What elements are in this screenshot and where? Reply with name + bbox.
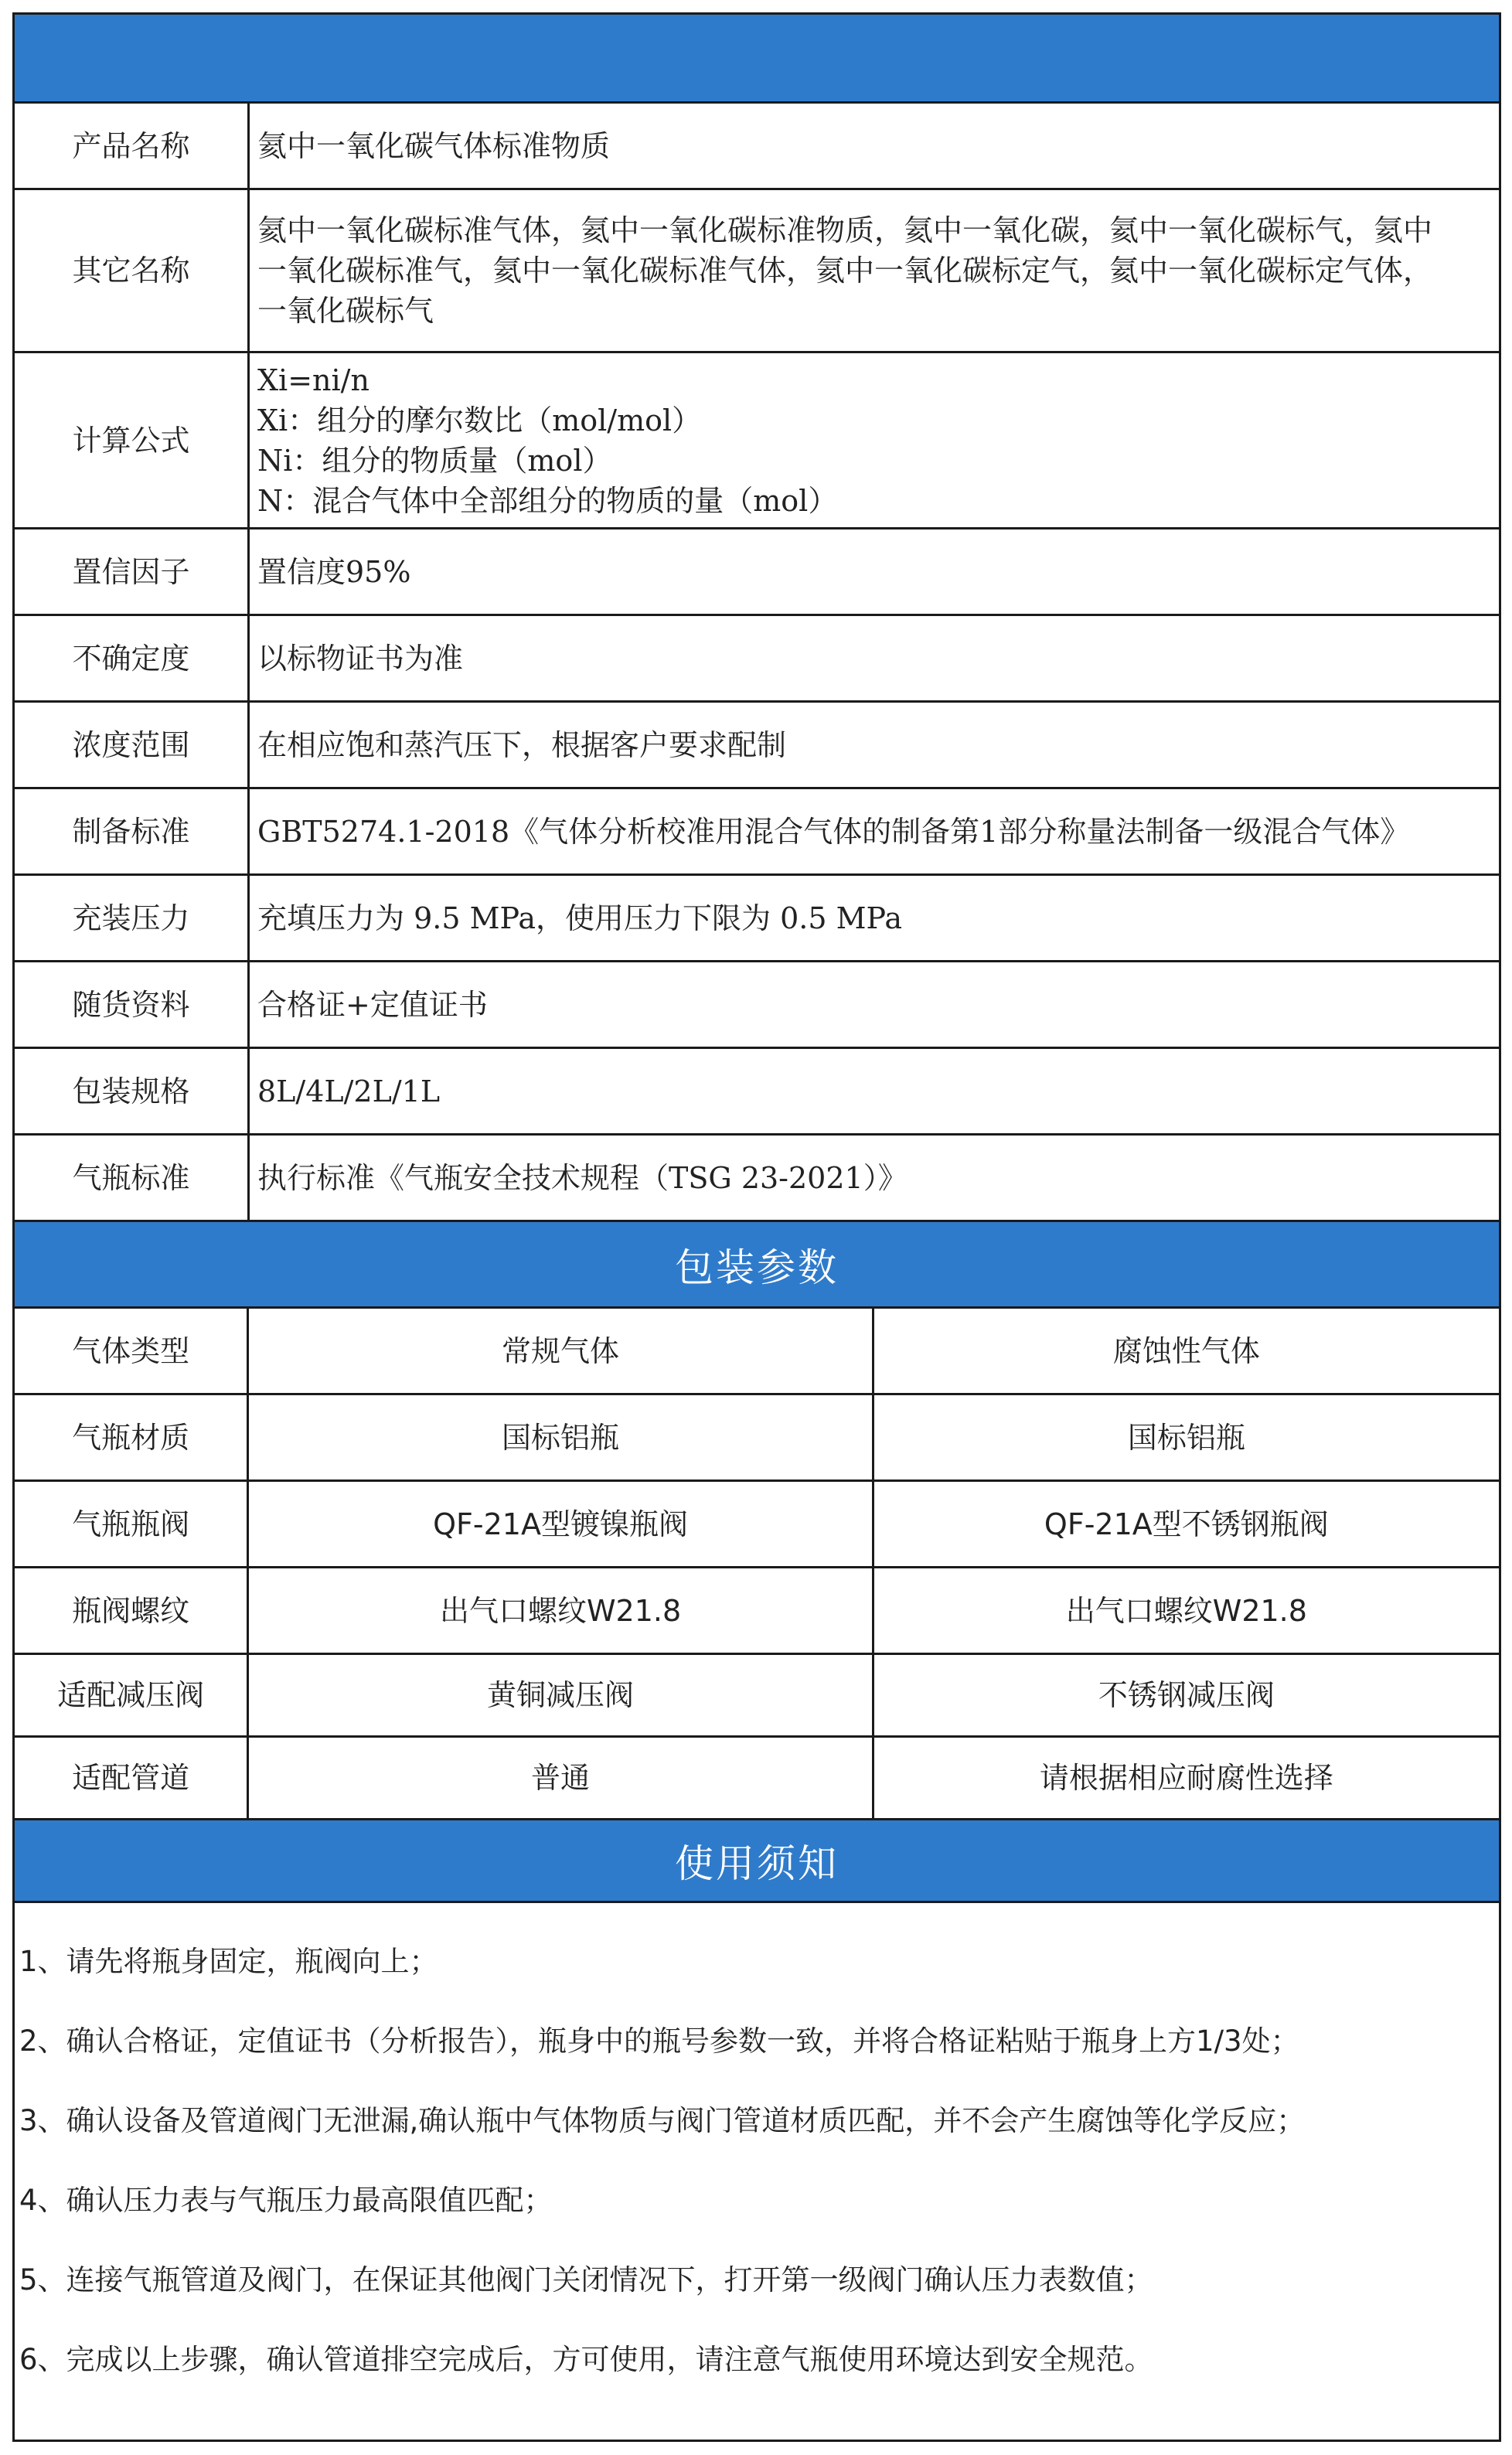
notice-title: 使用须知	[675, 1841, 839, 1886]
formula-line: Ni：组分的物质量（mol）	[257, 443, 612, 478]
formula-line: Xi=ni/n	[257, 363, 369, 397]
notice-item: 5、连接气瓶管道及阀门，在保证其他阀门关闭情况下，打开第一级阀门确认压力表数值；	[19, 2263, 1153, 2297]
packaging-value-regular: 出气口螺纹W21.8	[249, 1568, 873, 1653]
packaging-title: 包装参数	[675, 1245, 839, 1290]
spec-value: 8L/4L/2L/1L	[257, 1074, 441, 1108]
packaging-value-corrosive: 不锈钢减压阀	[1098, 1678, 1275, 1712]
spec-label: 产品名称	[15, 104, 250, 188]
packaging-value-corrosive: 国标铝瓶	[1127, 1420, 1245, 1455]
packaging-row-regulator	[15, 1655, 1499, 1738]
spec-value: 氦中一氧化碳气体标准物质	[257, 128, 611, 163]
spec-label: 气瓶标准	[15, 1136, 250, 1220]
spec-row-confidence	[15, 529, 1499, 616]
notice-item: 4、确认压力表与气瓶压力最高限值匹配；	[19, 2184, 553, 2217]
spec-label: 置信因子	[15, 529, 250, 614]
formula-line: N：混合气体中全部组分的物质的量（mol）	[257, 483, 838, 518]
packaging-row-valve	[15, 1482, 1499, 1568]
spec-value-line: 一氧化碳标气	[257, 294, 434, 328]
packaging-row-thread	[15, 1568, 1499, 1655]
notice-item: 1、请先将瓶身固定，瓶阀向上；	[19, 1945, 438, 1978]
spec-row-product-name	[15, 104, 1499, 190]
packaging-value-regular: 常规气体	[249, 1309, 873, 1393]
packaging-label: 气瓶瓶阀	[15, 1482, 249, 1566]
packaging-value-regular: 国标铝瓶	[249, 1395, 873, 1479]
spec-label: 制备标准	[15, 789, 250, 873]
spec-label: 充装压力	[15, 876, 250, 960]
packaging-value-regular: 普通	[249, 1738, 873, 1818]
spec-value: GBT5274.1-2018《气体分析校准用混合气体的制备第1部分称量法制备一级混合气体》	[257, 814, 1410, 849]
spec-value: 以标物证书为准	[257, 641, 464, 676]
spec-row-pressure	[15, 876, 1499, 962]
packaging-value-corrosive: 出气口螺纹W21.8	[1065, 1593, 1307, 1628]
spec-value: 合格证+定值证书	[257, 987, 488, 1022]
spec-label: 随货资料	[15, 962, 250, 1047]
notice-item: 3、确认设备及管道阀门无泄漏,确认瓶中气体物质与阀门管道材质匹配，并不会产生腐蚀等化学反应；	[19, 2104, 1306, 2137]
packaging-value-regular: QF-21A型镀镍瓶阀	[249, 1482, 873, 1566]
packaging-value-corrosive: 请根据相应耐腐性选择	[1039, 1761, 1333, 1795]
notice-header	[15, 1820, 1499, 1903]
notice-list	[15, 1903, 1499, 2421]
spec-row-standard	[15, 789, 1499, 876]
notice-item: 2、确认合格证，定值证书（分析报告），瓶身中的瓶号参数一致，并将合格证粘贴于瓶身上方1/3处；	[19, 2024, 1299, 2058]
spec-value: 执行标准《气瓶安全技术规程（TSG 23-2021）》	[257, 1160, 908, 1195]
notice-item: 6、完成以上步骤，确认管道排空完成后，方可使用，请注意气瓶使用环境达到安全规范。	[19, 2343, 1153, 2376]
spec-label: 其它名称	[15, 190, 250, 351]
packaging-row-gas-type	[15, 1309, 1499, 1395]
header-bar	[15, 15, 1499, 104]
packaging-label: 气瓶材质	[15, 1395, 249, 1479]
spec-row-documents	[15, 962, 1499, 1049]
spec-value-line: 一氧化碳标准气，氦中一氧化碳标准气体，氦中一氧化碳标定气，氦中一氧化碳标定气体，	[257, 254, 1433, 288]
packaging-header	[15, 1222, 1499, 1309]
spec-value-line: 氦中一氧化碳标准气体，氦中一氧化碳标准物质，氦中一氧化碳，氦中一氧化碳标气，氦中	[257, 213, 1433, 247]
packaging-value-regular: 黄铜减压阀	[249, 1655, 873, 1735]
spec-row-uncertainty	[15, 616, 1499, 703]
spec-row-cylinder-standard	[15, 1136, 1499, 1222]
spec-value	[250, 190, 1499, 351]
packaging-value-corrosive: QF-21A型不锈钢瓶阀	[1044, 1507, 1329, 1541]
spec-label: 计算公式	[15, 353, 250, 527]
spec-value	[250, 353, 1499, 527]
spec-row-concentration	[15, 703, 1499, 789]
packaging-label: 气体类型	[15, 1309, 249, 1393]
spec-value: 置信度95%	[257, 554, 411, 589]
packaging-value-corrosive: 腐蚀性气体	[1112, 1333, 1260, 1368]
spec-row-formula	[15, 353, 1499, 529]
formula-line: Xi：组分的摩尔数比（mol/mol）	[257, 403, 702, 438]
spec-row-package-size	[15, 1049, 1499, 1136]
spec-value: 在相应饱和蒸汽压下，根据客户要求配制	[257, 727, 787, 762]
spec-label: 不确定度	[15, 616, 250, 700]
packaging-label: 适配管道	[15, 1738, 249, 1818]
packaging-label: 瓶阀螺纹	[15, 1568, 249, 1653]
spec-label: 包装规格	[15, 1049, 250, 1133]
packaging-label: 适配减压阀	[15, 1655, 249, 1735]
packaging-row-material	[15, 1395, 1499, 1482]
packaging-row-pipe	[15, 1738, 1499, 1820]
spec-label: 浓度范围	[15, 703, 250, 787]
spec-sheet	[12, 12, 1501, 2442]
spec-value: 充填压力为 9.5 MPa，使用压力下限为 0.5 MPa	[257, 901, 903, 935]
spec-row-other-names	[15, 190, 1499, 353]
